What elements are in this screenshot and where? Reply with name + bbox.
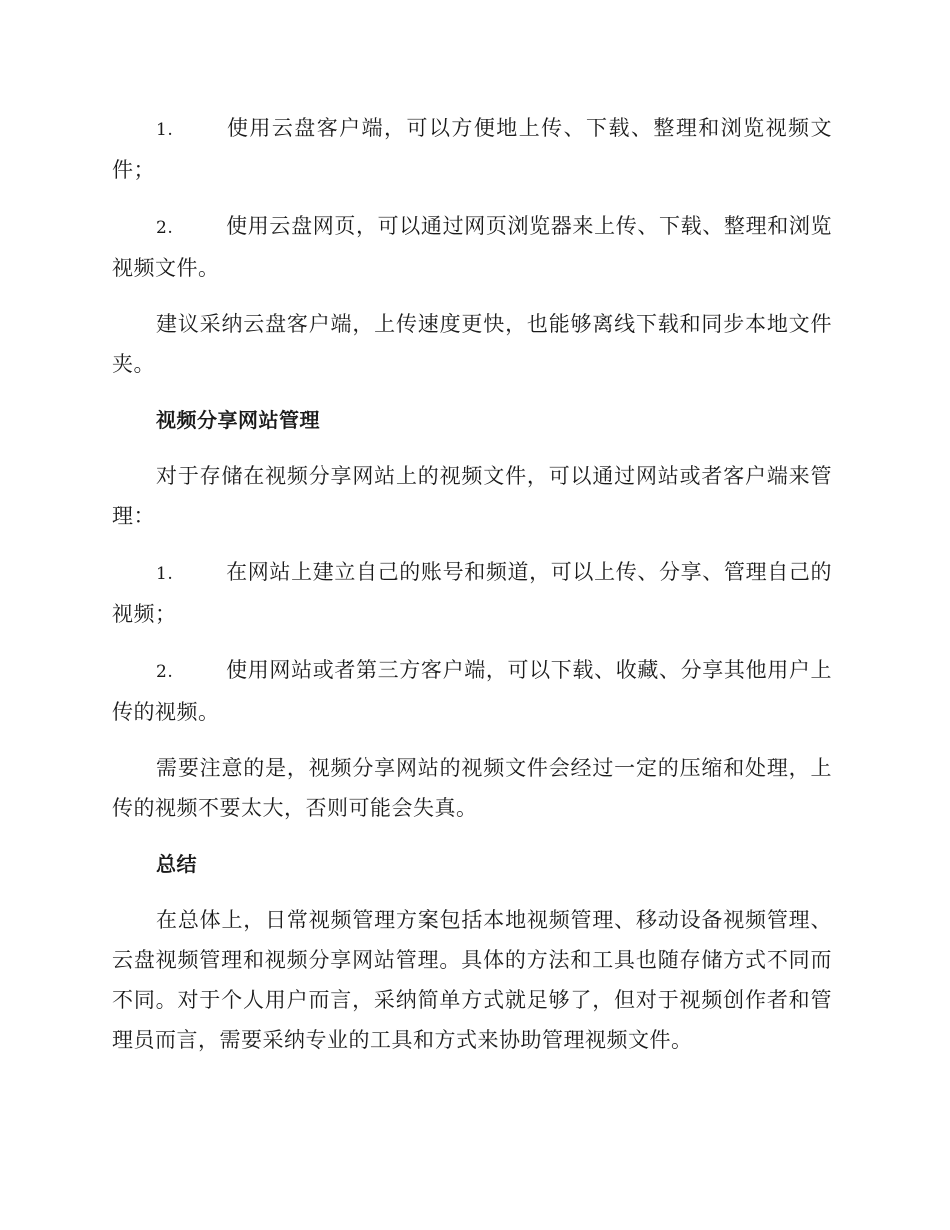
list-number: 2. [156, 218, 174, 238]
cloud-advice-paragraph: 建议采纳云盘客户端，上传速度更快，也能够离线下载和同步本地文件夹。 [112, 312, 832, 376]
section-heading-video-site: 视频分享网站管理 [156, 408, 320, 432]
list-number: 1. [156, 120, 174, 140]
section-heading-summary: 总结 [156, 852, 197, 876]
list-number: 2. [156, 662, 174, 682]
document-page [112, 108, 832, 1076]
list-text: 使用云盘网页，可以通过网页浏览器来上传、下载、整理和浏览视频文件。 [112, 214, 832, 280]
video-site-intro-paragraph: 对于存储在视频分享网站上的视频文件，可以通过网站或者客户端来管理： [112, 464, 832, 528]
list-item [112, 108, 832, 190]
video-site-note-paragraph: 需要注意的是，视频分享网站的视频文件会经过一定的压缩和处理，上传的视频不要太大，否则可能会失真。 [112, 756, 832, 820]
list-text: 在网站上建立自己的账号和频道，可以上传、分享、管理自己的视频； [112, 560, 832, 626]
list-text: 使用云盘客户端，可以方便地上传、下载、整理和浏览视频文件； [112, 116, 832, 182]
list-item [112, 650, 832, 732]
list-item [112, 206, 832, 288]
summary-paragraph: 在总体上，日常视频管理方案包括本地视频管理、移动设备视频管理、云盘视频管理和视频分享网站管理。具体的方法和工具也随存储方式不同而不同。对于个人用户而言，采纳简单方式就足够了，但对于视频创作者和管理员而言，需要采纳专业的工具和方式来协助管理视频文件。 [112, 908, 832, 1052]
list-number: 1. [156, 564, 174, 584]
list-text: 使用网站或者第三方客户端，可以下载、收藏、分享其他用户上传的视频。 [112, 658, 832, 724]
list-item [112, 552, 832, 634]
